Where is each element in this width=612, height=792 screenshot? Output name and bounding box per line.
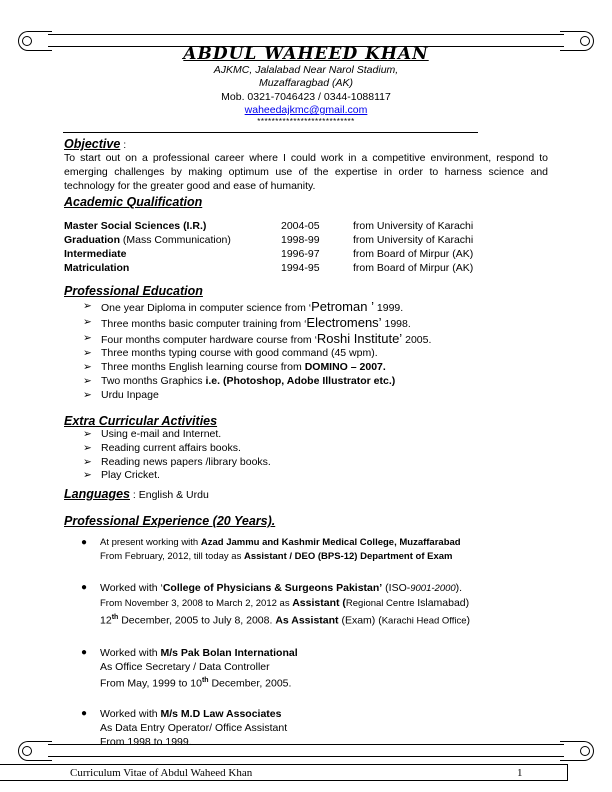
bullet-icon: ● (81, 708, 88, 719)
footer-text: Curriculum Vitae of Abdul Waheed Khan (70, 767, 253, 779)
institution: from University of Karachi (353, 234, 474, 246)
list-item: ➢ Reading current affairs books. (83, 441, 241, 454)
arrow-bullet-icon: ➢ (83, 347, 92, 360)
institution: from Board of Mirpur (AK) (353, 248, 474, 260)
objective-section (64, 137, 548, 193)
professional-education-heading: Professional Education (64, 284, 203, 298)
objective-heading: Objective (64, 137, 121, 151)
year: 1998-99 (281, 234, 320, 246)
experience-section (64, 514, 548, 766)
experience-heading: Professional Experience (20 Years). (64, 514, 276, 528)
list-item: ➢ Reading news papers /library books. (83, 455, 271, 468)
mobile-numbers: Mob. 0321-7046423 / 0344-1088117 (221, 91, 391, 103)
languages-heading: Languages (64, 487, 130, 501)
languages-section (64, 487, 548, 501)
year: 1996-97 (281, 248, 320, 260)
scroll-border-bottom (18, 740, 594, 762)
academic-row (64, 261, 548, 275)
arrow-bullet-icon: ➢ (83, 300, 92, 312)
academic-heading: Academic Qualification (64, 195, 203, 209)
experience-item: ● At present working with Azad Jammu and Kashmir Medical College, Muzaffarabad From February, 2012, till today as Assistant / DEO (BPS-12) Department of Exam (81, 537, 461, 562)
applicant-name: ABDUL WAHEED KHAN (183, 44, 429, 64)
email-link[interactable]: waheedajkmc@gmail.com (244, 104, 368, 116)
institution: from University of Karachi (353, 220, 474, 232)
arrow-bullet-icon: ➢ (83, 374, 92, 387)
page-number: 1 (517, 767, 523, 779)
languages-value: : English & Urdu (130, 489, 209, 501)
objective-text: To start out on a professional career where I could work in a competitive environment, respond to emerging challenges by making optimum use of the expertise in order to harness science and technology for the greater good and ease of humanity. (64, 152, 548, 192)
arrow-bullet-icon: ➢ (83, 469, 92, 482)
arrow-bullet-icon: ➢ (83, 331, 92, 344)
arrow-bullet-icon: ➢ (83, 441, 92, 454)
extra-curricular-heading: Extra Curricular Activities (64, 414, 218, 428)
bullet-icon: ● (81, 582, 88, 593)
arrow-bullet-icon: ➢ (83, 455, 92, 468)
header-rule (63, 132, 478, 133)
arrow-bullet-icon: ➢ (83, 315, 92, 328)
page-footer (0, 764, 568, 781)
experience-item: ● Worked with M/s Pak Bolan International As Office Secretary / Data Controller From May, 1999 to 10th December, 2005. (81, 646, 298, 689)
degree: Graduation (64, 234, 121, 246)
institution: from Board of Mirpur (AK) (353, 262, 474, 274)
academic-section (64, 195, 548, 209)
objective-colon: : (120, 139, 127, 151)
degree: Matriculation (64, 262, 130, 274)
list-item: ➢ Three months typing course with good command (45 wpm). (83, 347, 378, 360)
academic-row (64, 219, 548, 233)
academic-row (64, 233, 548, 247)
address-line-2: Muzaffaragbad (AK) (259, 77, 353, 89)
extra-curricular-section (64, 414, 548, 483)
address-line-1: AJKMC, Jalalabad Near Narol Stadium, (213, 64, 399, 76)
list-item: ➢ Three months English learning course from DOMINO – 2007. (83, 361, 386, 374)
degree-note: (Mass Communication) (120, 234, 231, 246)
star-divider: *************************** (257, 117, 355, 126)
arrow-bullet-icon: ➢ (83, 388, 92, 401)
list-item: ➢ Three months basic computer training from ‘Electromens’ 1998. (83, 314, 411, 330)
year: 2004-05 (281, 220, 320, 232)
degree: Intermediate (64, 248, 127, 260)
cv-header (0, 44, 612, 126)
bullet-icon: ● (81, 646, 88, 658)
academic-row (64, 247, 548, 261)
bullet-icon: ● (81, 537, 88, 548)
list-item: ➢ Two months Graphics i.e. (Photoshop, Adobe Illustrator etc.) (83, 374, 396, 387)
list-item: ➢ Using e-mail and Internet. (83, 428, 222, 440)
arrow-bullet-icon: ➢ (83, 361, 92, 374)
list-item: ➢ Four months computer hardware course from ‘Roshi Institute’ 2005. (83, 330, 432, 346)
academic-table (64, 219, 548, 275)
experience-item: ● Worked with M/s M.D Law Associates As Data Entry Operator/ Office Assistant From 1998 to 1999. (81, 708, 288, 748)
year: 1994-95 (281, 262, 320, 274)
list-item: ➢ Play Cricket. (83, 469, 160, 482)
list-item: ➢ Urdu Inpage (83, 388, 159, 401)
professional-education-section (64, 284, 548, 403)
list-item: ➢ One year Diploma in computer science from ‘Petroman ’ 1999. (83, 299, 404, 314)
degree: Master Social Sciences (I.R.) (64, 220, 207, 232)
experience-item: ● Worked with ‘College of Physicians & Surgeons Pakistan’ (ISO-9001-2000). From November 3, 2008 to March 2, 2012 as Assistant (Regional Centre Islamabad) 12th December, 2005 to July 8, 2008. As Assistant (Exam) (Karachi Head Office) (81, 582, 471, 627)
arrow-bullet-icon: ➢ (83, 428, 92, 440)
